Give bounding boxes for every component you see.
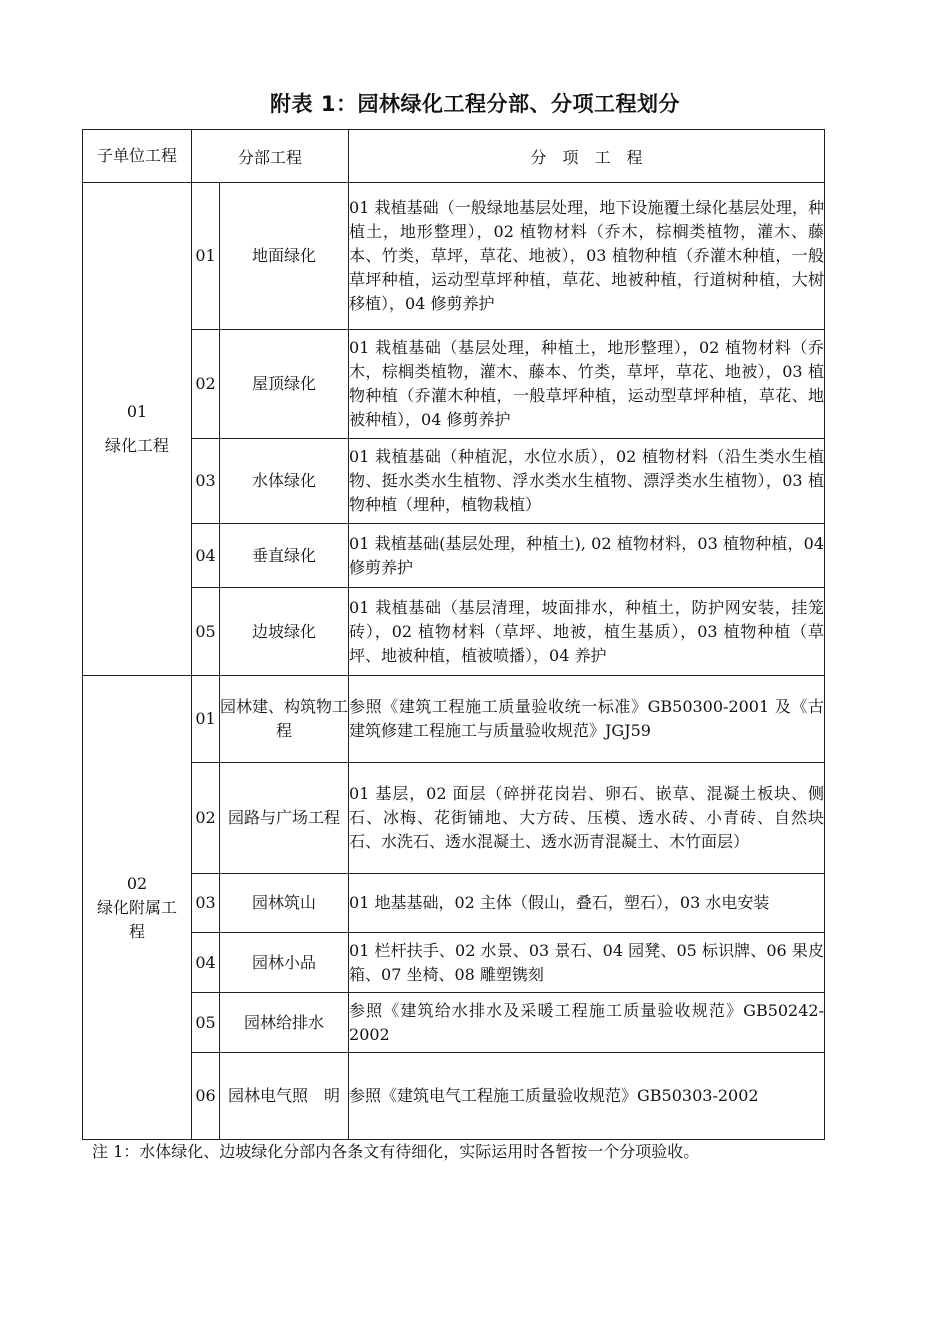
division-name: 垂直绿化: [220, 524, 349, 588]
division-name: 园林筑山: [220, 874, 349, 933]
division-number: 03: [192, 439, 220, 524]
unit-code: 01: [126, 402, 148, 421]
subitem-content: 参照《建筑电气工程施工质量验收规范》GB50303-2002: [349, 1053, 825, 1140]
header-subitem: 分 项 工 程: [349, 130, 825, 183]
table-row: [83, 524, 825, 588]
table-row: [83, 993, 825, 1053]
division-name: 地面绿化: [220, 183, 349, 330]
unit-name: 绿化工程: [104, 436, 169, 455]
unit-code: 02: [126, 873, 148, 893]
subitem-content: 01 栽植基础（基层处理，种植土，地形整理），02 植物材料（乔木，棕榈类植物，灌木、藤本、竹类，草坪，草花、地被），03 植物种植（乔灌木种植，一般草坪种植，运动型草坪种植，草花、地被种植），04 修剪养护: [349, 330, 825, 439]
header-unit: 子单位工程: [83, 130, 192, 183]
unit-cell: [83, 676, 192, 1140]
division-name: 边坡绿化: [220, 588, 349, 676]
division-name: 屋顶绿化: [220, 330, 349, 439]
division-number: 02: [192, 330, 220, 439]
table-row: [83, 874, 825, 933]
subitem-content: 01 栏杆扶手、02 水景、03 景石、04 园凳、05 标识牌、06 果皮箱、07 坐椅、08 雕塑镌刻: [349, 933, 825, 993]
table-row: [83, 588, 825, 676]
subitem-content: 01 栽植基础（种植泥，水位水质），02 植物材料（沿生类水生植物、挺水类水生植物、浮水类水生植物、漂浮类水生植物），03 植物种植（埋种，植物栽植）: [349, 439, 825, 524]
table-row: [83, 1053, 825, 1140]
subitem-content: 参照《建筑工程施工质量验收统一标准》GB50300-2001 及《古建筑修建工程施工与质量验收规范》JGJ59: [349, 676, 825, 763]
subitem-content: 参照《建筑给水排水及采暖工程施工质量验收规范》GB50242-2002: [349, 993, 825, 1053]
division-number: 04: [192, 933, 220, 993]
header-row: [83, 130, 825, 183]
division-name: 园林电气照 明: [220, 1053, 349, 1140]
division-name: 水体绿化: [220, 439, 349, 524]
division-name: 园林小品: [220, 933, 349, 993]
subitem-content: 01 栽植基础（一般绿地基层处理，地下设施覆土绿化基层处理，种植土，地形整理），02 植物材料（乔木，棕榈类植物，灌木、藤本、竹类，草坪，草花、地被），03 植物种植（乔灌木种植，一般草坪种植，运动型草坪种植，草花、地被种植，行道树种植，大树移植），04 修剪养护: [349, 183, 825, 330]
division-name: 园林给排水: [220, 993, 349, 1053]
division-number: 02: [192, 763, 220, 874]
table-row: [83, 933, 825, 993]
division-number: 05: [192, 588, 220, 676]
table-row: [83, 676, 825, 763]
division-name: 园路与广场工程: [220, 763, 349, 874]
division-number: 03: [192, 874, 220, 933]
table-row: [83, 183, 825, 330]
subitem-content: 01 地基基础，02 主体（假山，叠石，塑石），03 水电安装: [349, 874, 825, 933]
table-row: [83, 330, 825, 439]
division-number: 01: [192, 183, 220, 330]
division-number: 06: [192, 1053, 220, 1140]
page-title: 附表 1：园林绿化工程分部、分项工程划分: [270, 92, 680, 116]
subitem-content: 01 栽植基础(基层处理，种植土), 02 植物材料，03 植物种植，04 修剪养护: [349, 524, 825, 588]
division-number: 05: [192, 993, 220, 1053]
table-row: [83, 763, 825, 874]
unit-cell: [83, 183, 192, 676]
footnote: 注 1：水体绿化、边坡绿化分部内各条文有待细化，实际运用时各暂按一个分项验收。: [92, 1142, 700, 1161]
table-row: [83, 439, 825, 524]
subitem-content: 01 基层，02 面层（碎拼花岗岩、卵石、嵌草、混凝土板块、侧石、冰梅、花街铺地、大方砖、压模、透水砖、小青砖、自然块石、水洗石、透水混凝土、透水沥青混凝土、木竹面层）: [349, 763, 825, 874]
division-number: 01: [192, 676, 220, 763]
header-division: 分部工程: [192, 130, 349, 183]
subitem-content: 01 栽植基础（基层清理，坡面排水，种植土，防护网安装，挂笼砖），02 植物材料（草坪、地被，植生基质），03 植物种植（草坪、地被种植，植被喷播），04 养护: [349, 588, 825, 676]
division-name: 园林建、构筑物工程: [220, 676, 349, 763]
division-table: [82, 129, 825, 1140]
division-number: 04: [192, 524, 220, 588]
unit-name: 绿化附属工程: [96, 897, 177, 941]
